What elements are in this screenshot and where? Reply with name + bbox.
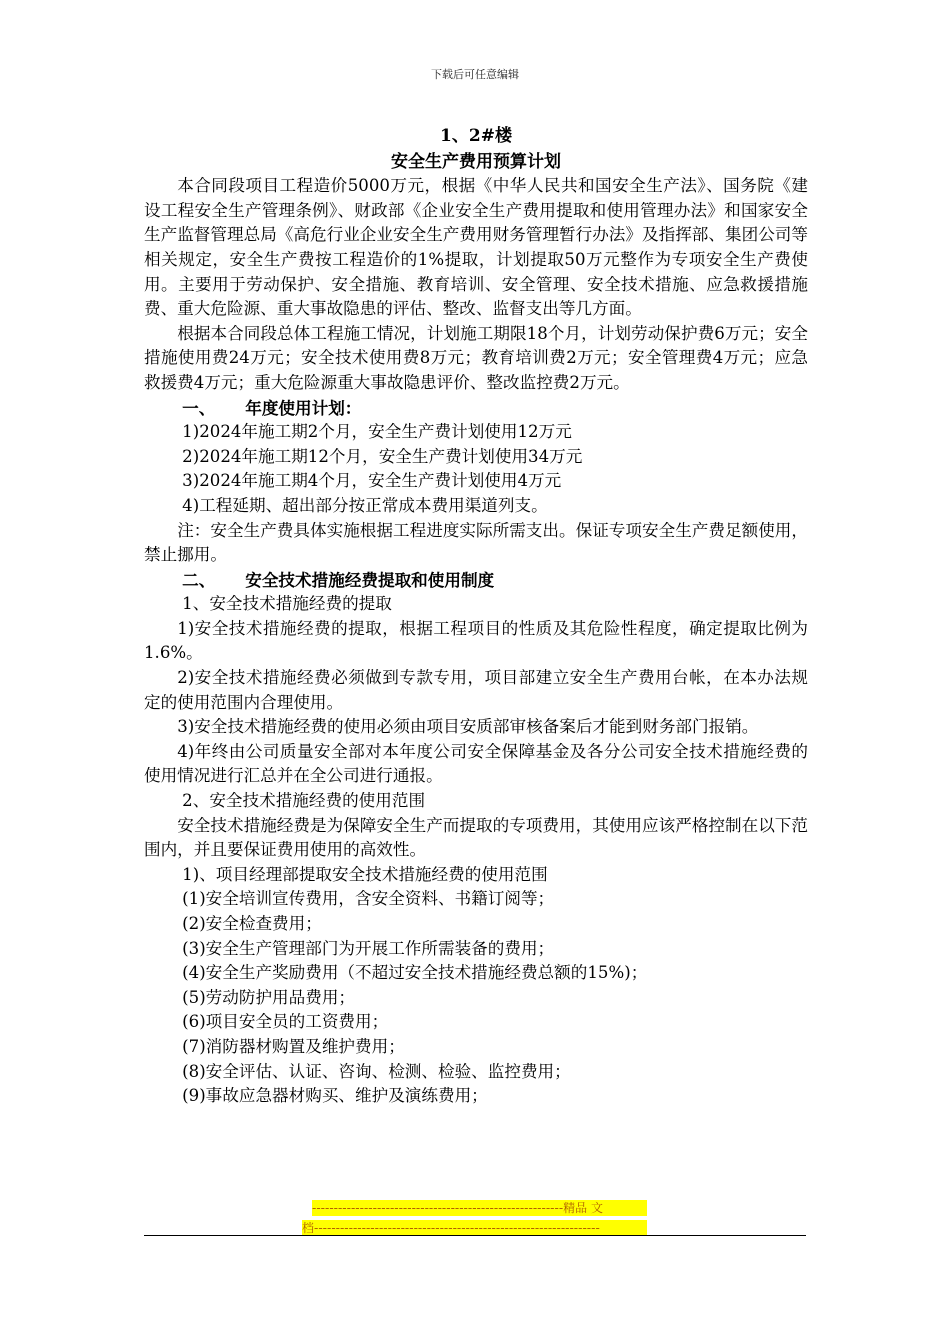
footer-line-1: ----------------------------------------------------------精品 文 xyxy=(312,1200,647,1216)
document-title-building: 1、2#楼 xyxy=(440,126,512,146)
usage-item: (4)安全生产奖励费用（不超过安全技术措施经费总额的15%)； xyxy=(182,963,648,983)
usage-item: (5)劳动防护用品费用； xyxy=(182,987,356,1007)
usage-item: (1)安全培训宣传费用，含安全资料、书籍订阅等； xyxy=(182,889,555,909)
footer-line-2: 档------------------------------------------------------------------ xyxy=(302,1220,647,1236)
usage-item: (8)安全评估、认证、咨询、检测、检验、监控费用； xyxy=(182,1061,571,1081)
extraction-rule: 2)安全技术措施经费必须做到专款专用，项目部建立安全生产费用台帐，在本办法规定的使用范围内合理使用。 xyxy=(144,668,808,712)
usage-item: (2)安全检查费用； xyxy=(182,914,322,933)
usage-item: (6)项目安全员的工资费用； xyxy=(182,1012,389,1032)
intro-paragraph-1: 本合同段项目工程造价5000万元，根据《中华人民共和国安全生产法》、国务院《建设工程安全生产管理条例》、财政部《企业安全生产费用提取和使用管理办法》和国家安全生产监督管理总局《高危行业企业安全生产费用财务管理暂行办法》及指挥部、集团公司等相关规定，安全生产费按工程造价的1%提取，计划提取50万元整作为专项安全生产费使用。主要用于劳动保护、安全措施、教育培训、安全管理、安全技术措施、应急救援措施费、重大危险源、重大事故隐患的评估、整改、监督支出等几方面。 xyxy=(144,176,808,319)
plan-item: 4)工程延期、超出部分按正常成本费用渠道列支。 xyxy=(182,495,548,515)
subsection-heading: 1、安全技术措施经费的提取 xyxy=(182,594,392,614)
usage-item: (7)消防器材购置及维护费用； xyxy=(182,1036,405,1056)
subsection-heading: 2、安全技术措施经费的使用范围 xyxy=(182,791,426,811)
page-header: 下载后可任意编辑 xyxy=(431,68,519,81)
usage-scope-subheading: 1)、项目经理部提取安全技术措施经费的使用范围 xyxy=(182,864,548,884)
plan-item: 3)2024年施工期4个月，安全生产费计划使用4万元 xyxy=(182,471,562,491)
section-2-heading xyxy=(144,568,808,593)
plan-item: 1)2024年施工期2个月，安全生产费计划使用12万元 xyxy=(182,422,572,442)
section-2-title: 安全技术措施经费提取和使用制度 xyxy=(245,569,495,590)
usage-item: (3)安全生产管理部门为开展工作所需装备的费用； xyxy=(182,938,555,958)
plan-item: 2)2024年施工期12个月，安全生产费计划使用34万元 xyxy=(182,446,583,466)
extraction-rule: 1)安全技术措施经费的提取，根据工程项目的性质及其危险性程度，确定提取比例为1.6%。 xyxy=(144,618,808,663)
intro-paragraph-2: 根据本合同段总体工程施工情况，计划施工期限18个月，计划劳动保护费6万元；安全措施使用费24万元；安全技术使用费8万元；教育培训费2万元；安全管理费4万元；应急救援费4万元；重大危险源重大事故隐患评价、整改监控费2万元。 xyxy=(144,323,808,392)
footer-divider xyxy=(144,1235,806,1236)
usage-item: (9)事故应急器材购买、维护及演练费用； xyxy=(182,1086,488,1106)
footer-watermark xyxy=(302,1200,647,1240)
usage-scope-intro: 安全技术措施经费是为保障安全生产而提取的专项费用，其使用应该严格控制在以下范围内，并且要保证费用使用的高效性。 xyxy=(144,815,808,860)
extraction-rule: 4)年终由公司质量安全部对本年度公司安全保障基金及各分公司安全技术措施经费的使用情况进行汇总并在全公司进行通报。 xyxy=(144,741,808,786)
plan-note: 注：安全生产费具体实施根据工程进度实际所需支出。保证专项安全生产费足额使用，禁止挪用。 xyxy=(144,520,808,565)
document-title: 安全生产费用预算计划 xyxy=(391,151,561,172)
section-1-heading xyxy=(144,396,808,421)
section-1-title: 年度使用计划： xyxy=(245,397,362,418)
section-1-number: 一、 xyxy=(182,397,216,418)
section-2-number: 二、 xyxy=(182,569,216,590)
extraction-rule: 3)安全技术措施经费的使用必须由项目安质部审核备案后才能到财务部门报销。 xyxy=(177,717,759,737)
document-body xyxy=(144,124,808,1109)
